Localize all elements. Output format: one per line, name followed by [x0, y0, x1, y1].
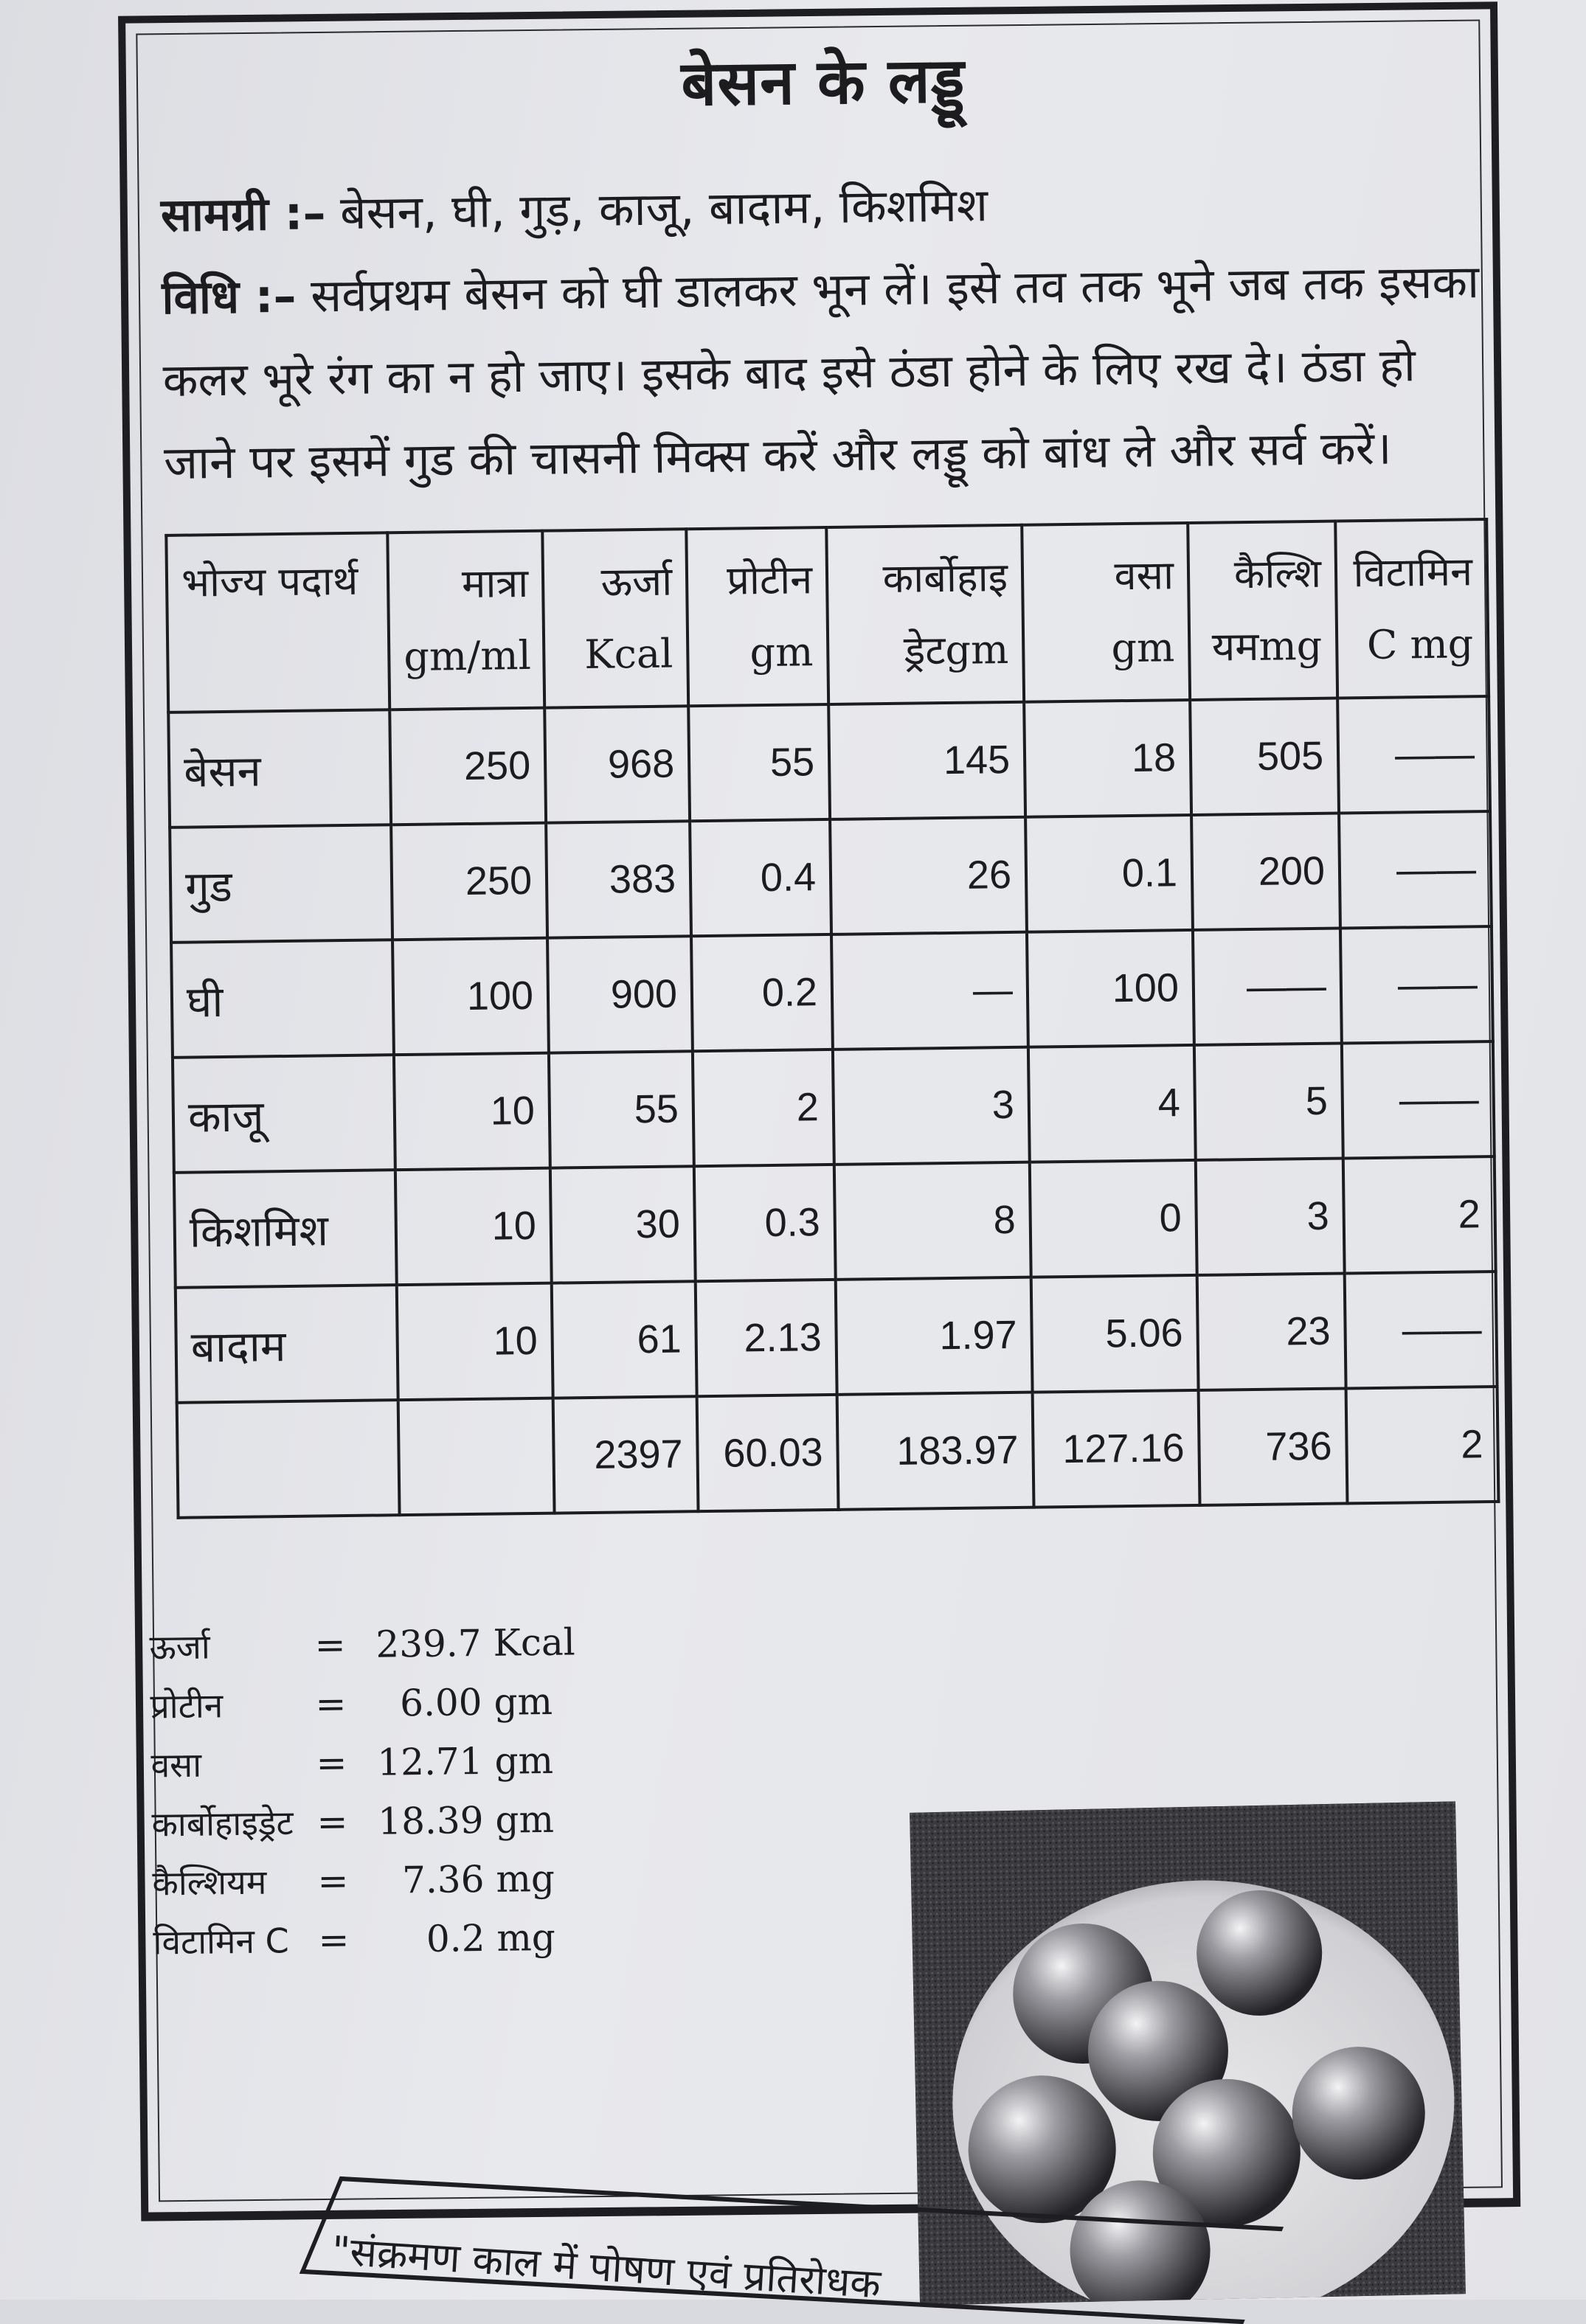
table-cell: 30 — [550, 1166, 696, 1283]
table-cell: 8 — [834, 1162, 1031, 1280]
table-cell: बादाम — [176, 1285, 398, 1403]
table-cell: 250 — [391, 823, 547, 940]
summary-row-protein: प्रोटीन = 6.00 gm — [150, 1679, 553, 1727]
table-cell: —— — [1345, 1272, 1497, 1388]
table-cell: 18 — [1024, 700, 1191, 817]
table-cell: 10 — [397, 1283, 553, 1401]
table-cell: किशमिश — [174, 1170, 397, 1288]
table-cell: 145 — [828, 702, 1025, 819]
table-cell: 26 — [830, 817, 1027, 934]
recipe-content — [159, 21, 1504, 1519]
table-cell: —— — [1342, 1041, 1495, 1158]
table-cell: गुड — [170, 825, 392, 943]
method-paragraph — [162, 240, 1492, 504]
header-carbohydrate: कार्बोहाइ ड्रेटgm — [826, 525, 1024, 704]
header-calcium: कैल्शि यमmg — [1188, 521, 1337, 700]
summary-row-carbohydrate: कार्बोहाइड्रेट = 18.39 gm — [151, 1797, 555, 1845]
table-cell: 100 — [1027, 930, 1194, 1047]
method-label: विधि :– — [161, 268, 297, 325]
table-cell: —— — [1337, 696, 1490, 813]
table-cell: 2 — [1343, 1156, 1496, 1273]
table-cell: 968 — [544, 706, 690, 822]
header-vitamin-c: विटामिन C mg — [1335, 519, 1489, 698]
table-row-kishmish — [174, 1156, 1496, 1288]
table-row-total — [177, 1387, 1499, 1518]
table-cell: 0.3 — [694, 1165, 836, 1281]
table-cell: 183.97 — [837, 1392, 1034, 1510]
table-cell — [177, 1400, 400, 1518]
table-cell: 0.1 — [1025, 815, 1193, 932]
table-row-besan — [168, 696, 1490, 828]
table-cell: 3 — [833, 1047, 1030, 1165]
summary-row-energy: ऊर्जा = 239.7 Kcal — [149, 1620, 576, 1668]
header-food-item: भोज्य पदार्थ — [166, 533, 389, 712]
summary-row-fat: वसा = 12.71 gm — [150, 1738, 554, 1786]
table-cell: 383 — [546, 821, 691, 937]
table-cell: 10 — [395, 1168, 552, 1286]
table-cell: 60.03 — [697, 1395, 839, 1511]
table-row-badam — [176, 1272, 1497, 1403]
table-cell: 5.06 — [1031, 1275, 1199, 1392]
table-row-ghee — [171, 926, 1493, 1058]
table-cell: — — [831, 932, 1028, 1050]
table-cell — [398, 1398, 555, 1516]
method-text: सर्वप्रथम बेसन को घी डालकर भून लें। इसे तव तक भूने जब तक इसका कलर भूरे रंग का न हो जाए। इसके बाद इसे ठंडा होने के लिए रख दे। ठंडा हो जाने पर इसमें गुड की चासनी मिक्स करें और लड्डू को बांध ले और सर्व करें। — [162, 254, 1480, 490]
table-cell: बेसन — [168, 710, 391, 828]
table-cell: 5 — [1194, 1044, 1343, 1160]
table-cell: 0 — [1030, 1160, 1197, 1277]
table-cell: 61 — [552, 1281, 697, 1398]
header-energy: ऊर्जा Kcal — [542, 529, 688, 707]
table-cell: —— — [1193, 929, 1342, 1045]
table-cell: 2 — [1346, 1387, 1499, 1503]
header-protein: प्रोटीन gm — [686, 527, 828, 706]
table-cell: 2 — [693, 1050, 834, 1166]
ingredients-label: सामग्री :– — [160, 186, 326, 242]
table-cell: 1.97 — [836, 1277, 1033, 1395]
table-cell: 200 — [1191, 814, 1340, 930]
table-cell: 3 — [1196, 1158, 1345, 1274]
table-cell: 505 — [1190, 698, 1339, 815]
table-cell: 10 — [394, 1053, 550, 1170]
table-row-gud — [170, 811, 1492, 943]
nutrition-summary — [149, 1612, 579, 1971]
table-cell: 0.4 — [690, 819, 831, 936]
table-cell: 0.2 — [691, 934, 833, 1051]
table-cell: 23 — [1197, 1273, 1346, 1390]
table-header-row — [166, 519, 1489, 712]
table-cell: 736 — [1199, 1388, 1348, 1505]
summary-row-calcium: कैल्शियम = 7.36 mg — [152, 1856, 555, 1904]
table-cell: 55 — [549, 1051, 694, 1168]
ingredients-text: बेसन, घी, गुड़, काजू, बादाम, किशमिश — [339, 178, 988, 240]
header-quantity: मात्रा gm/ml — [387, 531, 544, 710]
table-cell: 55 — [688, 704, 830, 821]
table-row-kaju — [173, 1041, 1495, 1173]
nutrition-table — [165, 518, 1500, 1519]
table-cell: घी — [171, 940, 394, 1058]
table-cell: 900 — [547, 936, 693, 1052]
recipe-title: बेसन के लड्डू — [680, 43, 966, 120]
table-cell: 250 — [389, 708, 546, 825]
footer-text: "संक्रमण काल में पोषण एवं प्रतिरोधक — [330, 2227, 882, 2308]
table-cell: 127.16 — [1033, 1390, 1200, 1508]
table-cell: 100 — [392, 938, 549, 1055]
ingredients-line — [160, 158, 1489, 257]
summary-row-vitamin-c: विटामिन C = 0.2 mg — [153, 1915, 556, 1963]
table-cell: —— — [1339, 811, 1492, 928]
table-cell: काजू — [173, 1055, 395, 1173]
table-cell: 2.13 — [696, 1280, 837, 1396]
table-cell: 2397 — [553, 1396, 699, 1513]
table-cell: —— — [1340, 926, 1493, 1043]
table-cell: 4 — [1028, 1045, 1196, 1162]
header-fat: वसा gm — [1022, 523, 1190, 702]
